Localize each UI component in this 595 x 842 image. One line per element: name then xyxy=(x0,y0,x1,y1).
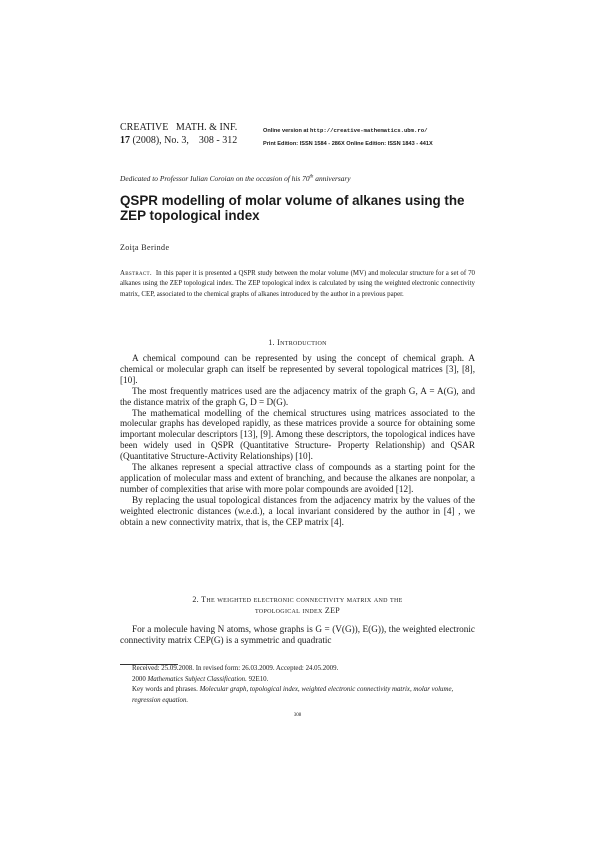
abstract-label: Abstract. xyxy=(120,270,152,277)
keywords-label: Key words and phrases. xyxy=(132,686,198,693)
online-url[interactable]: http://creative-mathematics.ubm.ro/ xyxy=(309,127,428,134)
dedication xyxy=(120,174,351,183)
footnote-keywords xyxy=(120,685,475,706)
section-heading-line: 2. The weighted electronic connectivity matrix and the xyxy=(192,595,403,604)
edition-info xyxy=(263,124,433,151)
print-edition: Print Edition: ISSN 1584 - 286X Online Edition: ISSN 1843 - 441X xyxy=(263,141,433,147)
introduction-body xyxy=(120,353,475,528)
paragraph: By replacing the usual topological distances from the adjacency matrix by the values of the weighted electronic distances (w.e.d.), a local invariant considered by the author in [4] , we obtain a new connectivity matrix, that is, the CEP matrix [4]. xyxy=(120,494,475,527)
keywords-text: Molecular graph, topological index, weighted electronic connectivity matrix, molar volume, regression equation. xyxy=(132,686,454,704)
msc-title: Mathematics Subject Classification. xyxy=(147,675,247,683)
dedication-text-end: anniversary xyxy=(313,174,351,183)
dedication-sup: th xyxy=(309,174,314,180)
section-heading-line: topological index ZEP xyxy=(254,606,341,615)
msc-label: 2000 xyxy=(132,675,146,683)
journal-volume: 17 xyxy=(120,135,130,146)
journal-pages: 308 - 312 xyxy=(198,135,238,146)
paragraph: The alkanes represent a special attractive class of compounds as a starting point for the application of molecular mass and extent of branching, and because the alkanes are nonpolar, a number of complexities that arise with more polar compounds are avoided [12]. xyxy=(120,462,475,494)
section2-body xyxy=(120,624,475,646)
paragraph: The most frequently matrices used are the adjacency matrix of the graph G, A = A(G), and the distance matrix of the graph G, D = D(G). xyxy=(120,385,475,407)
footnote-received: Received: 25.09.2008. In revised form: 26.03.2009. Accepted: 24.05.2009. xyxy=(132,665,339,672)
author: Zoiţa Berinde xyxy=(120,243,170,252)
journal-info xyxy=(120,121,237,147)
journal-name: CREATIVE xyxy=(120,122,169,133)
paragraph: The mathematical modelling of the chemical structures using matrices associated to the molecular graphs has developed rapidly, as these matrices provide a source for obtaining some important molecular descriptors [13], [9]. Among these descriptors, the topological indices have been widely used in QSPR (Quantitative Structure- Property Relationship) and QSAR (Quantitative Structure-Activity Relationships) [10]. xyxy=(120,407,475,462)
section-heading-introduction: 1. Introduction xyxy=(268,338,327,347)
journal-name-suffix: MATH. & INF. xyxy=(175,122,238,133)
page-number: 308 xyxy=(293,713,302,718)
abstract-text: In this paper it is presented a QSPR study between the molar volume (MV) and molecular structure for a set of 70 alkanes using the ZEP topological index. The ZEP topological index is calculated by using the weighted electronic connectivity matrix, CEP, associated to the chemical graphs of alkanes introduced by the author in a previous paper. xyxy=(120,270,475,298)
abstract xyxy=(120,269,475,300)
paper-title: QSPR modelling of molar volume of alkanes using the ZEP topological index xyxy=(120,193,465,223)
journal-issue: (2008), No. 3, xyxy=(132,135,189,146)
section-heading-matrix xyxy=(120,594,475,616)
paragraph: A chemical compound can be represented by using the concept of chemical graph. A chemical or molecular graph can itself be represented by several topological matrices [3], [8], [10]. xyxy=(120,353,475,385)
paragraph: For a molecule having N atoms, whose graphs is G = (V(G)), E(G)), the weighted electronic connectivity matrix CEP(G) is a symmetric and quadratic xyxy=(120,624,475,645)
footnotes xyxy=(120,664,475,706)
dedication-text: Dedicated to Professor Iulian Coroian on the occasion of his 70 xyxy=(120,174,310,183)
online-label: Online version at xyxy=(263,128,309,134)
footnote-msc xyxy=(120,675,475,686)
msc-code: 92E10. xyxy=(248,675,269,683)
